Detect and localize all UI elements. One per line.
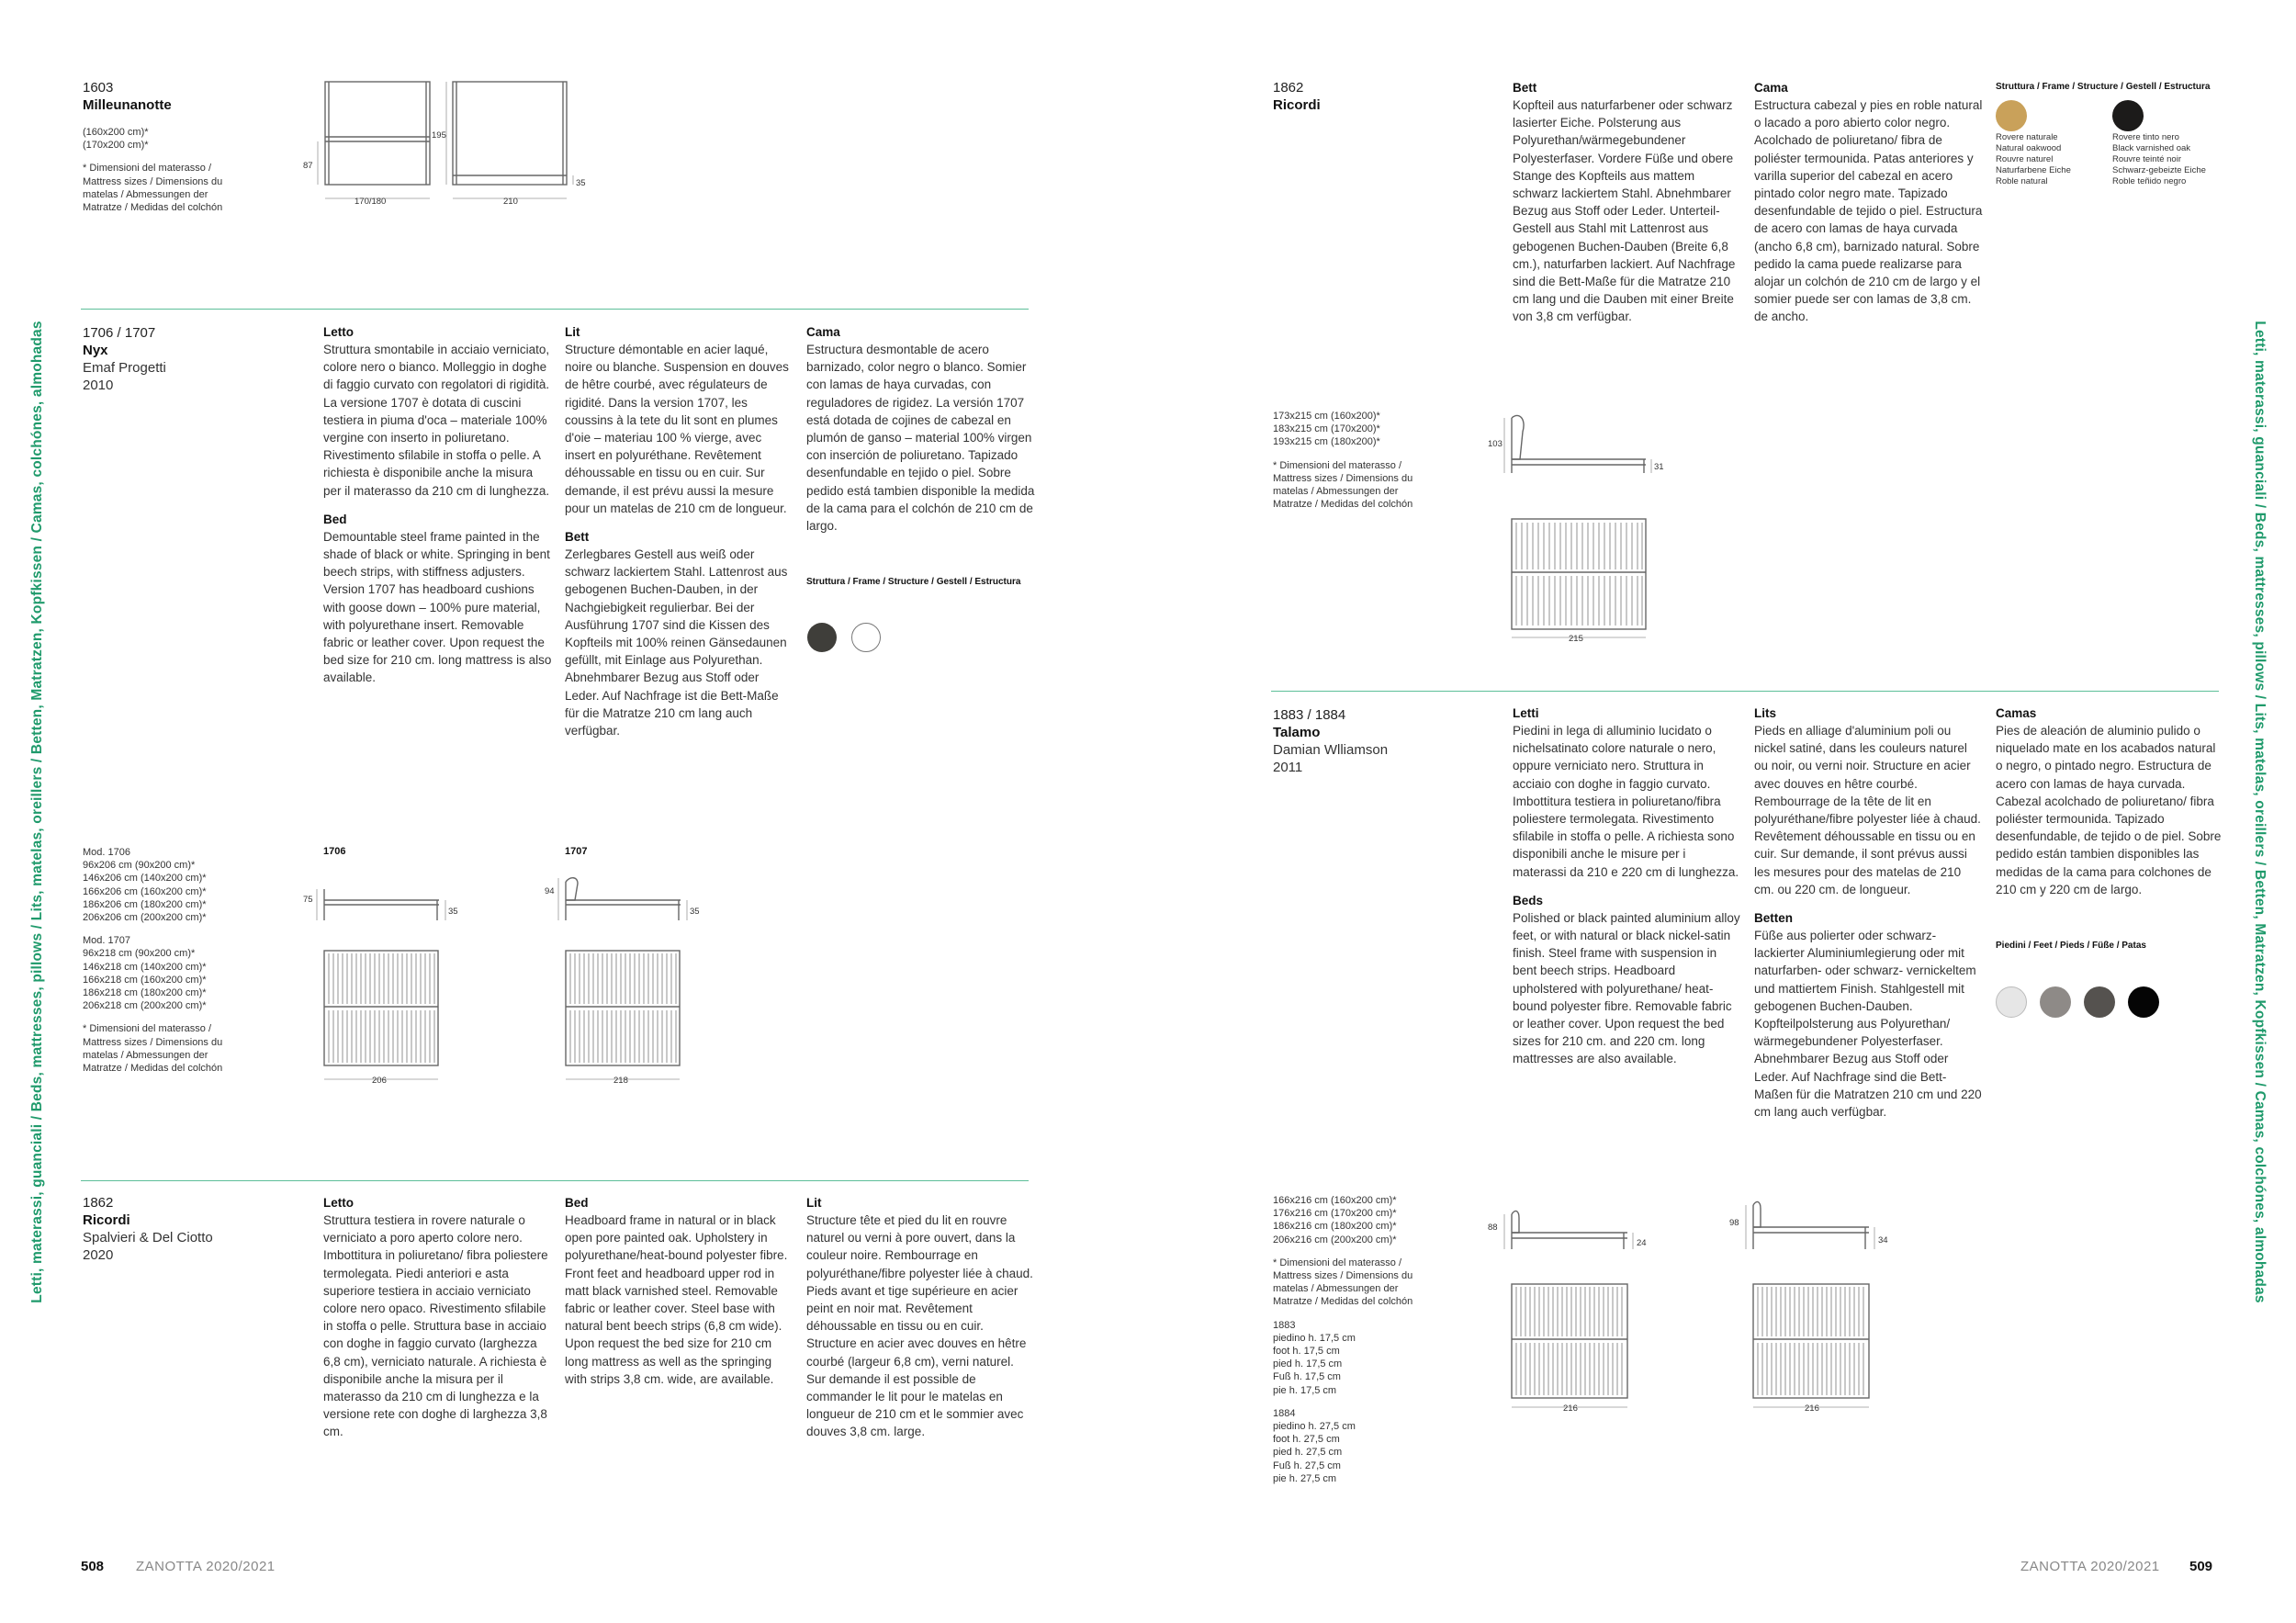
- product-code: 1883 / 1884: [1273, 707, 1346, 723]
- product-code: 1862: [83, 1195, 114, 1211]
- text-bett: Zerlegbares Gestell aus weiß oder schwarz lackiertem Stahl. Lattenrost aus gebogenen Buchen-Dauben, in der Nachgiebigkeit regulierbar. Bei der Ausführung 1707 sind die Kissen des Kopfteils mit 100% reinen Gänsedaunen gefüllt, mit Einlage aus Polyurethan. Abnehmbarer Bezug aus Stoff oder Leder. Auf Nachfrage ist die Bett-Maße für die Matratze 210 cm lang auch verfügbar.: [565, 547, 788, 738]
- text-lits: Pieds en alliage d'aluminium poli ou nickel satiné, dans les couleurs naturel ou noir, ou verni noir. Structure en acier avec douves en hêtre courbé. Rembourrage de la tête de lit en polyuréthane/fibre polyester liée à chaud. Revêtement déhoussable en tissu ou en cuir. Sur demande, il sont prévus aussi les mesures pour des matelas de 210 cm. ou 220 cm. de longueur.: [1754, 724, 1981, 896]
- dim-length: 210: [503, 197, 518, 207]
- swatch-black-satin: [2084, 986, 2115, 1018]
- swatch-black-painted: [2128, 986, 2159, 1018]
- text-beds: Polished or black painted aluminium alloy feet, or with natural or black nickel-satin finish. Steel frame with suspension in bent beech strips. Headboard upholstered with polyurethane/ heat-bound polyester fibre. Removable fabric or leather cover. Upon request the bed sizes for 210 cm. and 220 cm. long mattresses are also available.: [1513, 910, 1740, 1066]
- divider: [81, 309, 1029, 310]
- text-betten: Füße aus polierter oder schwarz-lackierter Aluminiumlegierung oder mit naturfarben- oder schwarz- vernickeltem und mattiertem Finish. Stahlgestell mit gebogenen Buchen-Dauben. Kopfteilpolsterung aus Polyurethan/ wärmegebundener Polyesterfaser. Abnehmbarer Bezug aus Stoff oder Leder. Auf Nachfrage sind die Bett-Maßen für die Matratzen 210 cm und 220 cm lang auch verfügbar.: [1754, 929, 1982, 1120]
- talamo-col-it-en: [1513, 704, 1742, 1068]
- text-lit: Structure démontable en acier laqué, noire ou blanche. Suspension en douves de hêtre courbé, avec régulateurs de rigidité. Dans la version 1707, les coussins à la tete du lit sont en plumes d'oie – materiau 100 % vierge, avec insert en polyuréthane. Revêtement déhoussable en tissu ou en cuir. Sur demande, il est prévu aussi la mesure pour un matelas de 210 cm de longueur.: [565, 343, 789, 515]
- dim-height-side: 35: [576, 178, 586, 188]
- swatch-polished: [1996, 986, 2027, 1018]
- divider: [1271, 691, 2219, 692]
- nyx-col-fr-de: [565, 323, 794, 739]
- product-name: Ricordi: [1273, 97, 1321, 113]
- nyx-1706-drawing: [303, 873, 487, 1093]
- nyx-col-es: [806, 323, 1036, 589]
- mattress-note: * Dimensioni del materasso / Mattress sizes / Dimensions du matelas / Abmessungen der Matratze / Medidas del colchón: [1273, 1257, 1413, 1308]
- dim-width: 170/180: [355, 197, 387, 207]
- section-sidebar-left: Letti, materassi, guanciali / Beds, mattresses, pillows / Lits, matelas, oreillers / Betten, Matratzen, Kopfkissen / Camas, colchónes, almohadas: [29, 321, 45, 1303]
- mattress-note: * Dimensioni del materasso / Mattress sizes / Dimensions du matelas / Abmessungen der Matratze / Medidas del colchón: [1273, 459, 1413, 511]
- divider: [81, 1180, 1029, 1181]
- slats: [1516, 523, 1642, 626]
- heading-letto: Letto: [323, 325, 354, 339]
- heading-cama: Cama: [806, 325, 840, 339]
- heading-lit: Lit: [565, 325, 580, 339]
- talamo-sizes: [1273, 1194, 1466, 1485]
- product-milleunanotte: [83, 79, 276, 214]
- mod-1707-sizes: Mod. 1707 96x218 cm (90x200 cm)* 146x218 cm (140x200 cm)* 166x218 cm (160x200 cm)* 186x218 cm (180x200 cm)* 206x218 cm (200x200 cm)*: [83, 935, 207, 1012]
- product-name: Nyx: [83, 343, 108, 358]
- product-nyx-header: [83, 324, 266, 394]
- page-number-left: 508: [81, 1559, 105, 1574]
- nyx-sizes: [83, 846, 276, 1075]
- dim-height-side: 35: [690, 907, 700, 917]
- mattress-note: * Dimensioni del materasso / Mattress sizes / Dimensions du matelas / Abmessungen der Matratze / Medidas del colchón: [83, 1023, 223, 1075]
- product-name: Ricordi: [83, 1212, 130, 1228]
- product-designer: Damian Wlliamson: [1273, 742, 1389, 758]
- heading-lits: Lits: [1754, 706, 1777, 720]
- text-letto: Struttura testiera in rovere naturale o verniciato a poro aperto colore nero. Imbottitura in poliuretano/ fibra poliestere termolegata. Piedi anteriori e asta superiore testiera in acciaio verniciato colore nero opaco. Rivestimento sfilabile in stoffa o pelle. Struttura base in acciaio con doghe in faggio curvato (larghezza 6,8 cm), verniciato naturale. A richiesta è disponibile anche la misura per il materasso da 210 cm di lunghezza e la versione rete con doghe di larghezza 3,8 cm.: [323, 1213, 548, 1439]
- swatch-natural-oak-names: Rovere naturale Natural oakwood Rouvre naturel Naturfarbene Eiche Roble natural: [1996, 132, 2071, 186]
- slats: [1758, 1287, 1863, 1395]
- talamo-1884-drawing: [1729, 1194, 1913, 1414]
- dim-height-side: 31: [1654, 462, 1664, 472]
- dim-height: 88: [1488, 1223, 1498, 1233]
- heading-camas: Camas: [1996, 706, 2037, 720]
- frame-finish-label: Struttura / Frame / Structure / Gestell / Estructura: [1996, 82, 2211, 92]
- ricordi-col-de: [1513, 79, 1742, 326]
- product-code: 1603: [83, 80, 114, 96]
- slats: [329, 953, 434, 1063]
- heading-betten: Betten: [1754, 911, 1794, 926]
- product-designer: Emaf Progetti: [83, 360, 166, 376]
- dim-height-front: 87: [303, 161, 313, 171]
- swatch-black: [807, 623, 837, 652]
- swatch-natural-satin: [2040, 986, 2071, 1018]
- milleunanotte-drawing: [294, 79, 588, 217]
- heading-bett: Bett: [565, 530, 590, 545]
- bed-sizes: 173x215 cm (160x200)* 183x215 cm (170x200)* 193x215 cm (180x200)*: [1273, 411, 1380, 448]
- dim-length: 216: [1805, 1403, 1819, 1414]
- ricordi-drawing: [1488, 404, 1671, 652]
- nyx-col-it-en: [323, 323, 553, 687]
- nyx-1707-drawing: [545, 863, 728, 1093]
- product-year: 2010: [83, 378, 114, 393]
- product-talamo-header: [1273, 706, 1457, 776]
- product-year: 2011: [1273, 760, 1303, 775]
- text-bed: Headboard frame in natural or in black open pore painted oak. Upholstery in polyurethane/heat-bound polyester fibre. Front feet and headboard upper rod in matt black varnished steel. Removable fabric or leather cover. Steel base with natural bent beech strips (6,8 cm wide). Upon request the bed size for 210 cm long mattress as well as the springing with strips 3,8 cm. wide, are available.: [565, 1213, 788, 1386]
- section-sidebar-right: Letti, materassi, guanciali / Beds, mattresses, pillows / Lits, matelas, oreillers / Betten, Matratzen, Kopfkissen / Camas, colchónes, almohadas: [2252, 321, 2268, 1303]
- ricordi-col-fr: [806, 1194, 1036, 1441]
- swatch-natural-oak: [1996, 100, 2027, 131]
- bed-sizes: 166x216 cm (160x200 cm)* 176x216 cm (170x200 cm)* 186x216 cm (180x200 cm)* 206x216 cm (200x200 cm)*: [1273, 1195, 1397, 1245]
- text-camas: Pies de aleación de aluminio pulido o niquelado mate en los acabados natural o negro, o pintado negro. Estructura de acero con lamas de haya curvada. Cabezal acolchado de poliuretano/ fibra poliéster termounida. Tapizado desenfundable, de tejido o de piel. Sobre pedido están tambien disponibles las medidas de la cama para colchones de 210 cm y 220 cm de largo.: [1996, 724, 2222, 896]
- dim-height: 103: [1488, 439, 1503, 449]
- product-code: 1706 / 1707: [83, 325, 156, 341]
- swatch-black-oak-names: Rovere tinto nero Black varnished oak Rouvre teinté noir Schwarz-gebeizte Eiche Roble teñido negro: [2112, 132, 2206, 186]
- product-year: 2020: [83, 1247, 114, 1263]
- mod-1706-sizes: Mod. 1706 96x206 cm (90x200 cm)* 146x206 cm (140x200 cm)* 166x206 cm (160x200 cm)* 186x206 cm (180x200 cm)* 206x206 cm (200x200 cm)*: [83, 847, 207, 924]
- text-cama: Estructura cabezal y pies en roble natural o lacado a poro abierto color negro. Acolchado de poliuretano/ fibra de poliéster termounida. Patas anteriores y varilla superior del cabezal en acero pintado color negro mate. Tapizado desenfundable de tejido o piel. Estructura de acero con lamas de haya curvada (ancho 6,8 cm), barnizado natural. Sobre pedido la cama puede realizarse para alojar un colchón de 210 cm de largo y el somier puede ser con lamas de 3,8 cm. de ancho.: [1754, 98, 1983, 324]
- text-bett: Kopfteil aus naturfarbener oder schwarz lasierter Eiche. Polsterung aus Polyurethan/wärmegebundener Polyesterfaser. Vordere Füße und obere Stange des Kopfteils aus mattem schwarz lackiertem Stahl. Abnehmbarer Bezug aus Stoff oder Leder. Unterteil-Gestell aus Stahl mit Lattenrost aus gebogenen Buchen-Dauben (Breite 6,8 cm.), naturfarben lackiert. Auf Nachfrage sind die Bett-Maße für die Matratze 210 cm lang und die Dauben mit einer Breite von 3,8 cm verfügbar.: [1513, 98, 1736, 324]
- swatch-black-oak: [2112, 100, 2144, 131]
- mattress-sizes: (160x200 cm)* (170x200 cm)*: [83, 127, 149, 152]
- heading-bett: Bett: [1513, 81, 1537, 95]
- heading-lit: Lit: [806, 1196, 822, 1210]
- dim-height: 75: [303, 895, 313, 905]
- text-lit: Structure tête et pied du lit en rouvre naturel ou verni à pore ouvert, dans la couleur noire. Rembourrage en polyuréthane/fibre polyester liée à chaud. Pieds avant et tige supérieure en acier peint en noir mat. Revêtement déhoussable en tissu ou en cuir. Structure en acier avec douves en hêtre courbé (largeur 6,8 cm), verni naturel. Sur demande il est possible de commander le lit pour le matelas en longueur de 210 cm et le sommier avec douves 3,8 cm. large.: [806, 1213, 1033, 1439]
- heading-bed: Bed: [323, 512, 347, 526]
- product-designer: Spalvieri & Del Ciotto: [83, 1230, 213, 1245]
- ricordi-sizes: [1273, 410, 1466, 511]
- ricordi-col-en: [565, 1194, 794, 1388]
- brand-folio-right: ZANOTTA 2020/2021: [2020, 1559, 2160, 1574]
- text-letti: Piedini in lega di alluminio lucidato o nichelsatinato colore naturale o nero, oppure verniciato nero. Struttura in acciaio con doghe in faggio curvato. Imbottitura testiera in poliuretano/fibra poliestere termolegata. Rivestimento sfilabile in stoffa o pelle. A richiesta sono disponibili anche le misure per i materassi da 210 e 220 cm di lunghezza.: [1513, 724, 1739, 879]
- heading-beds: Beds: [1513, 893, 1544, 907]
- slats: [1516, 1287, 1622, 1395]
- dim-length: 206: [372, 1076, 387, 1086]
- heading-bed: Bed: [565, 1196, 589, 1210]
- heading-letto: Letto: [323, 1196, 354, 1210]
- product-code: 1862: [1273, 80, 1304, 96]
- model-1706-label: 1706: [323, 846, 346, 857]
- text-cama: Estructura desmontable de acero barnizado, color negro o blanco. Somier con lamas de haya curvadas, con reguladores de rigidez. La versión 1707 está dotada de cojines de cabezal en plumón de ganso – material 100% virgen con inserción de poliuretano. Tapizado desenfundable en tejido o piel. Sobre pedido está tambien disponible la medida de la cama para el colchón de 210 cm de largo.: [806, 343, 1035, 534]
- feet-1884: 1884 piedino h. 27,5 cm foot h. 27,5 cm pied h. 27,5 cm Fuß h. 27,5 cm pie h. 27,5 cm: [1273, 1407, 1356, 1484]
- heading-letti: Letti: [1513, 706, 1539, 720]
- dim-height-total: 195: [432, 130, 446, 141]
- dim-length: 216: [1563, 1403, 1578, 1414]
- dim-length: 218: [613, 1076, 628, 1086]
- frame-finish-label: Struttura / Frame / Structure / Gestell / Estructura: [806, 577, 1021, 588]
- model-1707-label: 1707: [565, 846, 588, 857]
- dim-height-side: 24: [1637, 1238, 1647, 1248]
- product-ricordi-continued-header: [1273, 79, 1457, 114]
- ricordi-col-it: [323, 1194, 553, 1441]
- product-name: Milleunanotte: [83, 97, 172, 113]
- dim-length: 215: [1569, 634, 1583, 644]
- talamo-1883-drawing: [1488, 1194, 1671, 1414]
- text-bed: Demountable steel frame painted in the shade of black or white. Springing in bent beech strips, with stiffness adjusters. Version 1707 has headboard cushions with goose down – 100% pure material, with polyurethane insert. Removable fabric or leather cover. Upon request the bed size for 210 cm. long mattress is also available.: [323, 529, 552, 685]
- product-name: Talamo: [1273, 725, 1321, 740]
- dim-height: 94: [545, 886, 555, 896]
- talamo-col-es: [1996, 704, 2225, 952]
- page-number-right: 509: [2189, 1559, 2213, 1574]
- swatch-white: [851, 623, 881, 652]
- brand-folio-left: ZANOTTA 2020/2021: [136, 1559, 276, 1574]
- slats: [570, 953, 676, 1063]
- feet-1883: 1883 piedino h. 17,5 cm foot h. 17,5 cm pied h. 17,5 cm Fuß h. 17,5 cm pie h. 17,5 cm: [1273, 1319, 1356, 1396]
- dim-height-side: 34: [1878, 1235, 1888, 1245]
- text-letto: Struttura smontabile in acciaio verniciato, colore nero o bianco. Molleggio in doghe di faggio curvato con regolatori di rigidità. La versione 1707 è dotata di cuscini testiera in piuma d'oca – materiale 100% vergine con inserto in poliuretano. Rivestimento sfilabile in stoffa o pelle. A richiesta è disponibile anche la misura per il materasso da 210 cm di lunghezza.: [323, 343, 550, 498]
- talamo-col-fr-de: [1754, 704, 1984, 1121]
- heading-cama: Cama: [1754, 81, 1788, 95]
- dim-height-side: 35: [448, 907, 458, 917]
- product-ricordi-header: [83, 1194, 285, 1264]
- feet-finish-label: Piedini / Feet / Pieds / Füße / Patas: [1996, 941, 2146, 952]
- ricordi-col-es: [1754, 79, 1984, 326]
- mattress-note: * Dimensioni del materasso / Mattress sizes / Dimensions du matelas / Abmessungen der Matratze / Medidas del colchón: [83, 163, 223, 214]
- dim-height: 98: [1729, 1218, 1739, 1228]
